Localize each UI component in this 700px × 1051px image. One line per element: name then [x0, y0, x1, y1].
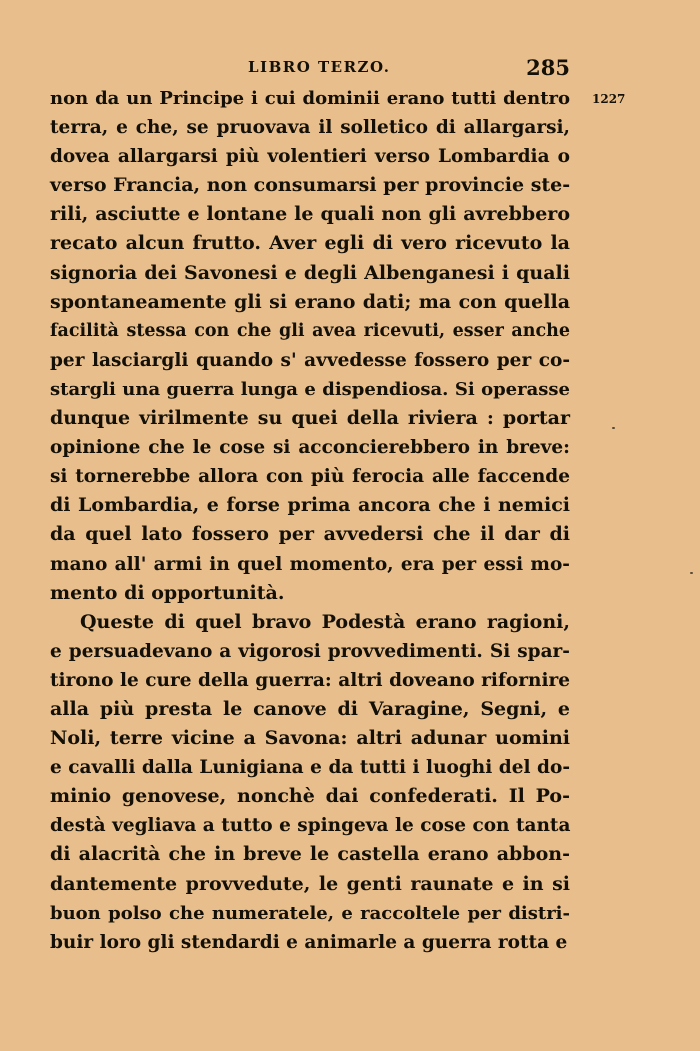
- running-head-title: LIBRO TERZO.: [248, 58, 391, 76]
- text-line: Queste di quel bravo Podestà erano ragioni,: [80, 610, 570, 633]
- text-line: non da un Principe i cui dominii erano tutti dentro: [50, 88, 570, 109]
- text-line: mano all' armi in quel momento, era per essi mo-: [50, 553, 570, 575]
- text-line: per lasciargli quando s' avvedesse fossero per co-: [50, 349, 570, 371]
- text-line: facilità stessa con che gli avea ricevuti, esser anche: [50, 320, 570, 341]
- text-line: dovea allargarsi più volentieri verso Lombardia o: [50, 146, 570, 168]
- text-line: dunque virilmente su quei della riviera : portar: [50, 407, 570, 430]
- text-line: terra, e che, se pruovava il solletico di allargarsi,: [50, 117, 570, 139]
- text-line: verso Francia, non consumarsi per provincie ste-: [50, 174, 571, 197]
- body-text: [50, 84, 570, 957]
- text-line: e cavalli dalla Lunigiana e da tutti i luoghi del do-: [50, 757, 570, 779]
- text-line: si tornerebbe allora con più ferocia alle faccende: [50, 466, 570, 488]
- text-line: e persuadevano a vigorosi provvedimenti. Si spar-: [50, 640, 570, 662]
- text-line: recato alcun frutto. Aver egli di vero ricevuto la: [50, 232, 570, 255]
- text-line: di Lombardia, e forse prima ancora che i nemici: [50, 494, 570, 517]
- text-line: dantemente provvedute, le genti raunate e in si: [50, 872, 570, 895]
- print-speck: [690, 572, 693, 574]
- text-line: stargli una guerra lunga e dispendiosa. Si operasse: [50, 378, 570, 400]
- page-number: 285: [526, 55, 570, 80]
- text-line: buon polso che numeratele, e raccoltele per distri-: [50, 902, 570, 924]
- text-line: tirono le cure della guerra: altri doveano rifornire: [50, 669, 570, 691]
- text-line: opinione che le cose si acconcierebbero in breve:: [50, 437, 570, 459]
- text-line: alla più presta le canove di Varagine, Segni, e: [50, 697, 570, 720]
- text-line: di alacrità che in breve le castella erano abbon-: [50, 843, 570, 866]
- text-line: signoria dei Savonesi e degli Albenganesi i quali: [50, 261, 570, 284]
- text-line: buir loro gli stendardi e animarle a guerra rotta e: [50, 931, 568, 953]
- text-line: minio genovese, nonchè dai confederati. Il Po-: [50, 785, 570, 808]
- print-speck: [612, 427, 615, 429]
- text-line: Noli, terre vicine a Savona: altri adunar uomini: [50, 727, 570, 750]
- text-line: spontaneamente gli si erano dati; ma con quella: [50, 290, 570, 313]
- margin-year-note: 1227: [592, 92, 626, 106]
- text-line: mento di opportunità.: [50, 581, 285, 604]
- text-line: rili, asciutte e lontane le quali non gli avrebbero: [50, 203, 570, 226]
- text-line: da quel lato fossero per avvedersi che il dar di: [50, 523, 570, 546]
- text-line: destà vegliava a tutto e spingeva le cose con tanta: [50, 815, 571, 837]
- running-head: [48, 55, 570, 82]
